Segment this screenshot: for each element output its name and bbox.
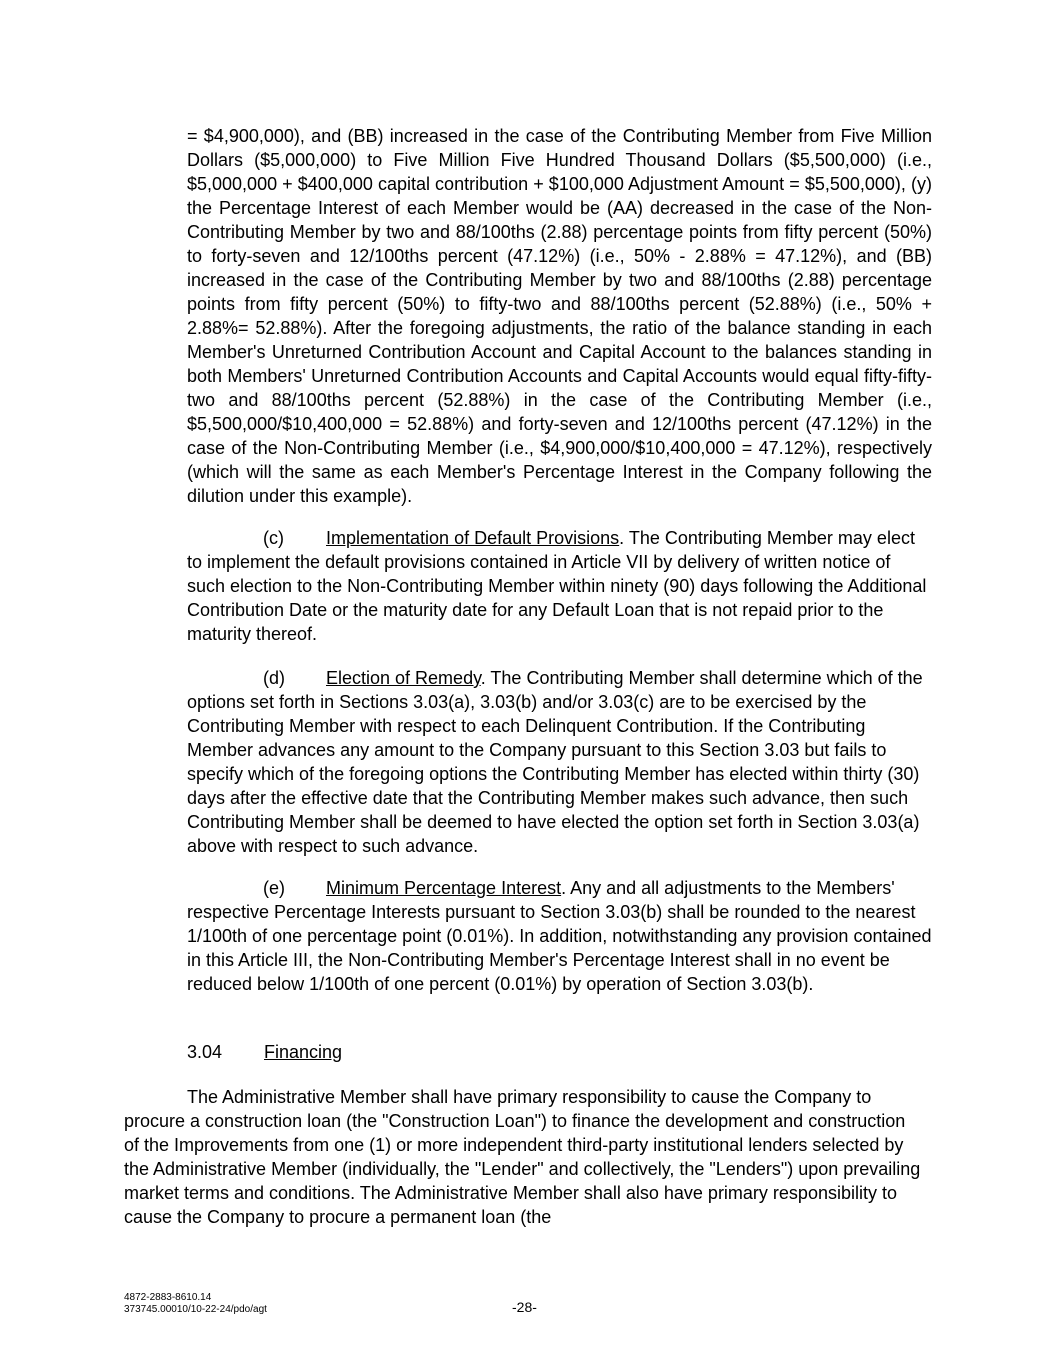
section-3-04-heading-line bbox=[187, 1040, 342, 1064]
section-e-paragraph bbox=[187, 876, 932, 996]
financing-paragraph: The Administrative Member shall have primary responsibility to cause the Company to procure a construction loan (the "Construction Loan") to finance the development and construction of the Improvements from one (1) or more independent third-party institutional lenders selected by the Administrative Member (individually, the "Lender" and collectively, the "Lenders") upon prevailing market terms and conditions. The Administrative Member shall also have primary responsibility to cause the Company to procure a permanent loan (the bbox=[124, 1087, 921, 1227]
section-e-label: (e) bbox=[263, 878, 285, 898]
section-d-label: (d) bbox=[263, 668, 285, 688]
section-e-text: . Any and all adjustments to the Members' respective Percentage Interests pursuant to Section 3.03(b) shall be rounded to the nearest 1/100th of one percentage point (0.01%). In addition, notwithstanding any provision contained in this Article III, the Non-Contributing Member's Percentage Interest shall in no event be reduced below 1/100th of one percent (0.01%) by operation of Section 3.03(b). bbox=[187, 878, 932, 994]
section-d-heading: Election of Remedy bbox=[326, 668, 481, 688]
footer-ref: 373745.00010/10-22-24/pdo/agt bbox=[124, 1304, 267, 1315]
footer-doc-id: 4872-2883-8610.14 bbox=[124, 1292, 212, 1303]
section-c-text: . The Contributing Member may elect to implement the default provisions contained in Article VII by delivery of written notice of such election to the Non-Contributing Member within ninety (90) days following the Additional Contribution Date or the maturity date for any Default Loan that is not repaid prior to the maturity thereof. bbox=[187, 528, 927, 644]
page-number: -28- bbox=[512, 1299, 537, 1315]
section-c-heading: Implementation of Default Provisions bbox=[326, 528, 620, 548]
paragraph-continuation: = $4,900,000), and (BB) increased in the case of the Contributing Member from Five Million Dollars ($5,000,000) to Five Million Five Hundred Thousand Dollars ($5,500,000) (i.e., $5,000,000 + $400,000 capital contribution + $100,000 Adjustment Amount = $5,500,000), (y) the Percentage Interest of each Member would be (AA) decreased in the case of the Non-Contributing Member by two and 88/100ths (2.88) percentage points from fifty percent (50%) to forty-seven and 12/100ths percent (47.12%) (i.e., 50% - 2.88% = 47.12%), and (BB) increased in the case of the Contributing Member by two and 88/100ths (2.88) percentage points from fifty percent (50%) to fifty-two and 88/100ths percent (52.88%) (i.e., 50% + 2.88%= 52.88%). After the foregoing adjustments, the ratio of the balance standing in each Member's Unreturned Contribution Account and Capital Account to the balances standing in both Members' Unreturned Contribution Accounts and Capital Accounts would equal fifty-fifty-two and 88/100ths percent (52.88%) in the case of the Contributing Member (i.e., $5,500,000/$10,400,000 = 52.88%) and forty-seven and 12/100ths percent (47.12%) in the case of the Non-Contributing Member (i.e., $4,900,000/$10,400,000 = 47.12%), respectively (which will the same as each Member's Percentage Interest in the Company following the dilution under this example). bbox=[187, 126, 932, 506]
section-e-heading: Minimum Percentage Interest bbox=[326, 878, 562, 898]
section-number: 3.04 bbox=[187, 1042, 223, 1062]
section-c-label: (c) bbox=[263, 528, 284, 548]
section-d-text: . The Contributing Member shall determine which of the options set forth in Sections 3.03(a), 3.03(b) and/or 3.03(c) are to be exercised by the Contributing Member with respect to each Delinquent Contribution. If the Contributing Member advances any amount to the Company pursuant to this Section 3.03 but fails to specify which of the foregoing options the Contributing Member has elected within thirty (30) days after the effective date that the Contributing Member makes such advance, then such Contributing Member shall be deemed to have elected the option set forth in Section 3.03(a) above with respect to such advance. bbox=[187, 668, 923, 856]
section-d-paragraph bbox=[187, 666, 932, 858]
footer-doc-info bbox=[124, 1292, 267, 1316]
section-heading: Financing bbox=[264, 1042, 343, 1062]
section-c-paragraph bbox=[187, 526, 932, 646]
